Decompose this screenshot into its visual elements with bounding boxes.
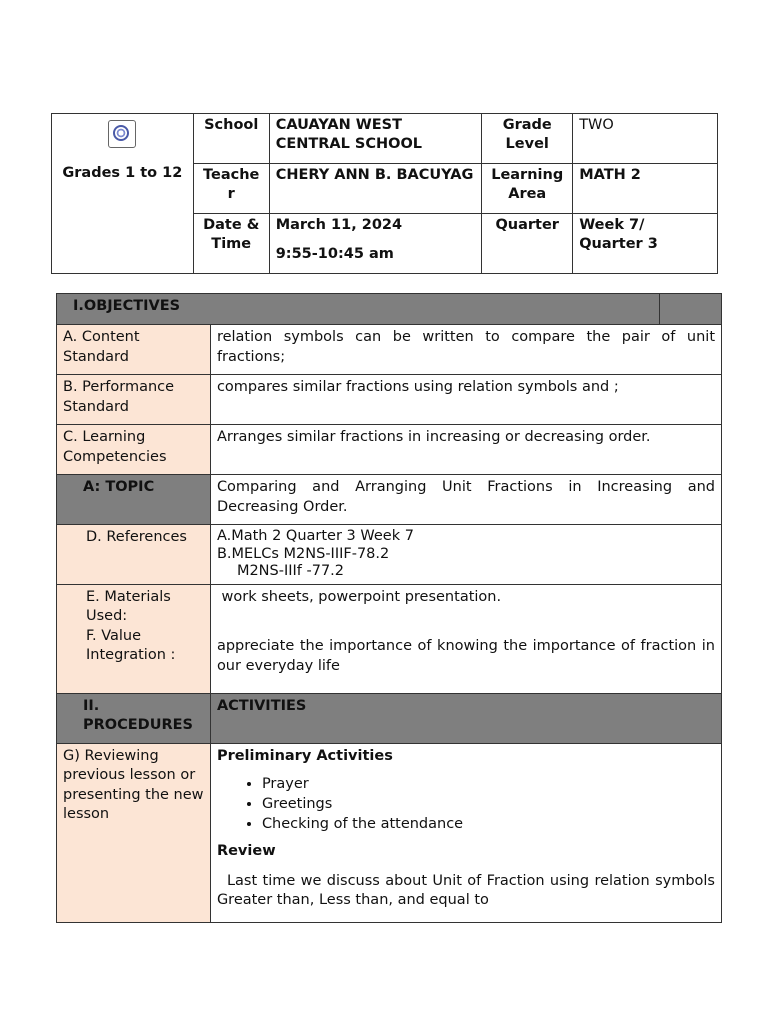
activities-label: ACTIVITIES <box>210 693 721 743</box>
content-standard-label: A. Content Standard <box>57 325 211 375</box>
procedures-label: II. PROCEDURES <box>57 693 211 743</box>
list-item: • Greetings <box>262 794 715 814</box>
review-title: Review <box>216 843 276 859</box>
references-cell <box>210 525 721 585</box>
reference-item: A.Math 2 Quarter 3 Week 7 <box>216 528 414 544</box>
school-label: School <box>193 114 269 164</box>
learning-area-label: Learning Area <box>482 164 573 214</box>
performance-standard-label: B. Performance Standard <box>57 375 211 425</box>
prelim-list <box>217 774 715 834</box>
value-integration-label: F. Value Integration : <box>86 627 176 663</box>
topic-text: Comparing and Arranging Unit Fractions in Increasing and Decreasing Order. <box>210 475 721 525</box>
prelim-title: Preliminary Activities <box>216 747 393 764</box>
list-item: • Checking of the attendance <box>262 814 715 834</box>
list-item: • Prayer <box>262 774 715 794</box>
objectives-title: I.OBJECTIVES <box>57 294 660 325</box>
datetime-label: Date & Time <box>193 214 269 274</box>
datetime-cell <box>269 214 482 274</box>
lesson-plan-table <box>56 293 722 923</box>
learning-competencies-label: C. Learning Competencies <box>57 425 211 475</box>
reference-item: B.MELCs M2NS-IIIF-78.2 <box>216 545 390 562</box>
materials-value-cell <box>210 584 721 693</box>
time-value: 9:55-10:45 am <box>275 246 394 262</box>
grades-cell <box>52 114 194 274</box>
quarter-label: Quarter <box>482 214 573 274</box>
teacher-label: Teacher <box>193 164 269 214</box>
quarter-value: Week 7/ Quarter 3 <box>573 214 718 274</box>
objectives-title-side <box>660 294 722 325</box>
grades-label: Grades 1 to 12 <box>62 165 183 181</box>
materials-text: work sheets, powerpoint presentation. <box>216 588 502 605</box>
content-standard-text: relation symbols can be written to compare the pair of unit fractions; <box>210 325 721 375</box>
deped-seal-icon <box>108 120 136 148</box>
performance-standard-text: compares similar fractions using relation symbols and ; <box>210 375 721 425</box>
materials-value-labels <box>57 584 211 693</box>
learning-area-value: MATH 2 <box>573 164 718 214</box>
grade-level-value: TWO <box>573 114 718 164</box>
learning-competencies-text: Arranges similar fractions in increasing or decreasing order. <box>210 425 721 475</box>
topic-label: A: TOPIC <box>57 475 211 525</box>
grade-level-label: Grade Level <box>482 114 573 164</box>
reference-item: M2NS-IIIf -77.2 <box>236 563 345 579</box>
review-lesson-label: G) Reviewing previous lesson or presenting the new lesson <box>57 743 211 922</box>
school-value: CAUAYAN WEST CENTRAL SCHOOL <box>269 114 482 164</box>
references-label: D. References <box>57 525 211 585</box>
review-text: Last time we discuss about Unit of Fraction using relation symbols Greater than, Less than, and equal to <box>216 872 715 908</box>
review-lesson-cell <box>210 743 721 922</box>
value-integration-text: appreciate the importance of knowing the importance of fraction in our everyday life <box>216 638 715 674</box>
teacher-value: CHERY ANN B. BACUYAG <box>269 164 482 214</box>
materials-label: E. Materials Used: <box>86 588 171 624</box>
date-value: March 11, 2024 <box>275 217 403 233</box>
header-table <box>51 113 718 274</box>
